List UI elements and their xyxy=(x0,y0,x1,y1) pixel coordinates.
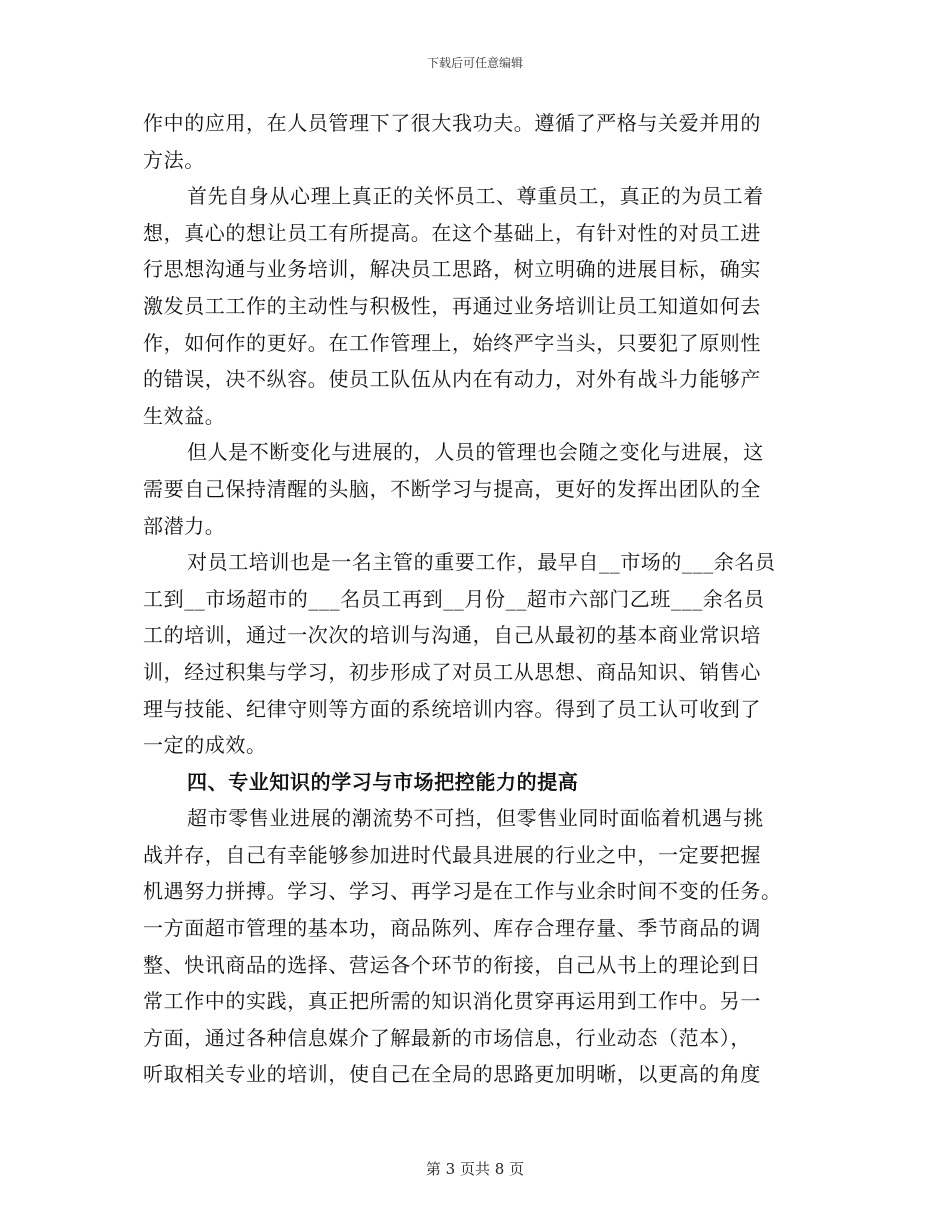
text-line: 战并存，自己有幸能够参加进时代最具进展的行业之中，一定要把握 xyxy=(143,842,761,867)
text-line: 常工作中的实践，真正把所需的知识消化贯穿再运用到工作中。另一 xyxy=(143,989,761,1014)
text-line: 理与技能、纪律守则等方面的系统培训内容。得到了员工认可收到了 xyxy=(143,696,761,721)
text-line: 部潜力。 xyxy=(143,513,226,538)
text-line: 的错误，决不纵容。使员工队伍从内在有动力，对外有战斗力能够产 xyxy=(143,367,761,392)
page-header-note: 下载后可任意编辑 xyxy=(426,56,523,70)
text-line: 但人是不断变化与进展的，人员的管理也会随之变化与进展，这 xyxy=(187,440,764,465)
text-line: 对员工培训也是一名主管的重要工作，最早自__市场的___余名员 xyxy=(187,550,776,575)
text-line: 方法。 xyxy=(143,147,205,172)
text-line: 需要自己保持清醒的头脑，不断学习与提高，更好的发挥出团队的全 xyxy=(143,476,761,501)
page-footer-number: 第 3 页共 8 页 xyxy=(425,1160,525,1178)
text-line: 激发员工工作的主动性与积极性，再通过业务培训让员工知道如何去 xyxy=(143,293,761,318)
text-line: 行思想沟通与业务培训，解决员工思路，树立明确的进展目标，确实 xyxy=(143,257,761,282)
text-line: 作中的应用，在人员管理下了很大我功夫。遵循了严格与关爱并用的 xyxy=(143,111,761,135)
text-line: 作，如何作的更好。在工作管理上，始终严字当头，只要犯了原则性 xyxy=(143,330,761,355)
text-line: 工的培训，通过一次次的培训与沟通，自己从最初的基本商业常识培 xyxy=(143,623,761,648)
text-line: 生效益。 xyxy=(143,403,226,428)
text-line: 整、快讯商品的选择、营运各个环节的衔接，自己从书上的理论到日 xyxy=(143,952,761,977)
text-line: 机遇努力拼搏。学习、学习、再学习是在工作与业余时间不变的任务。 xyxy=(143,879,782,904)
section-heading: 四、专业知识的学习与市场把控能力的提高 xyxy=(187,769,579,794)
text-line: 超市零售业进展的潮流势不可挡，但零售业同时面临着机遇与挑 xyxy=(187,806,764,831)
text-line: 想，真心的想让员工有所提高。在这个基础上，有针对性的对员工进 xyxy=(143,220,761,245)
text-line: 一方面超市管理的基本功，商品陈列、库存合理存量、季节商品的调 xyxy=(143,916,761,941)
document-body xyxy=(143,105,811,1093)
text-line: 首先自身从心理上真正的关怀员工、尊重员工，真正的为员工着 xyxy=(187,184,764,209)
text-line: 方面，通过各种信息媒介了解最新的市场信息，行业动态（范本）， xyxy=(143,1025,751,1050)
text-line: 一定的成效。 xyxy=(143,733,267,758)
text-line: 训，经过积集与学习，初步形成了对员工从思想、商品知识、销售心 xyxy=(143,659,761,684)
text-line: 工到__市场超市的___名员工再到__月份__超市六部门乙班___余名员 xyxy=(143,586,765,611)
text-line: 听取相关专业的培训，使自己在全局的思路更加明晰，以更高的角度 xyxy=(143,1062,761,1087)
